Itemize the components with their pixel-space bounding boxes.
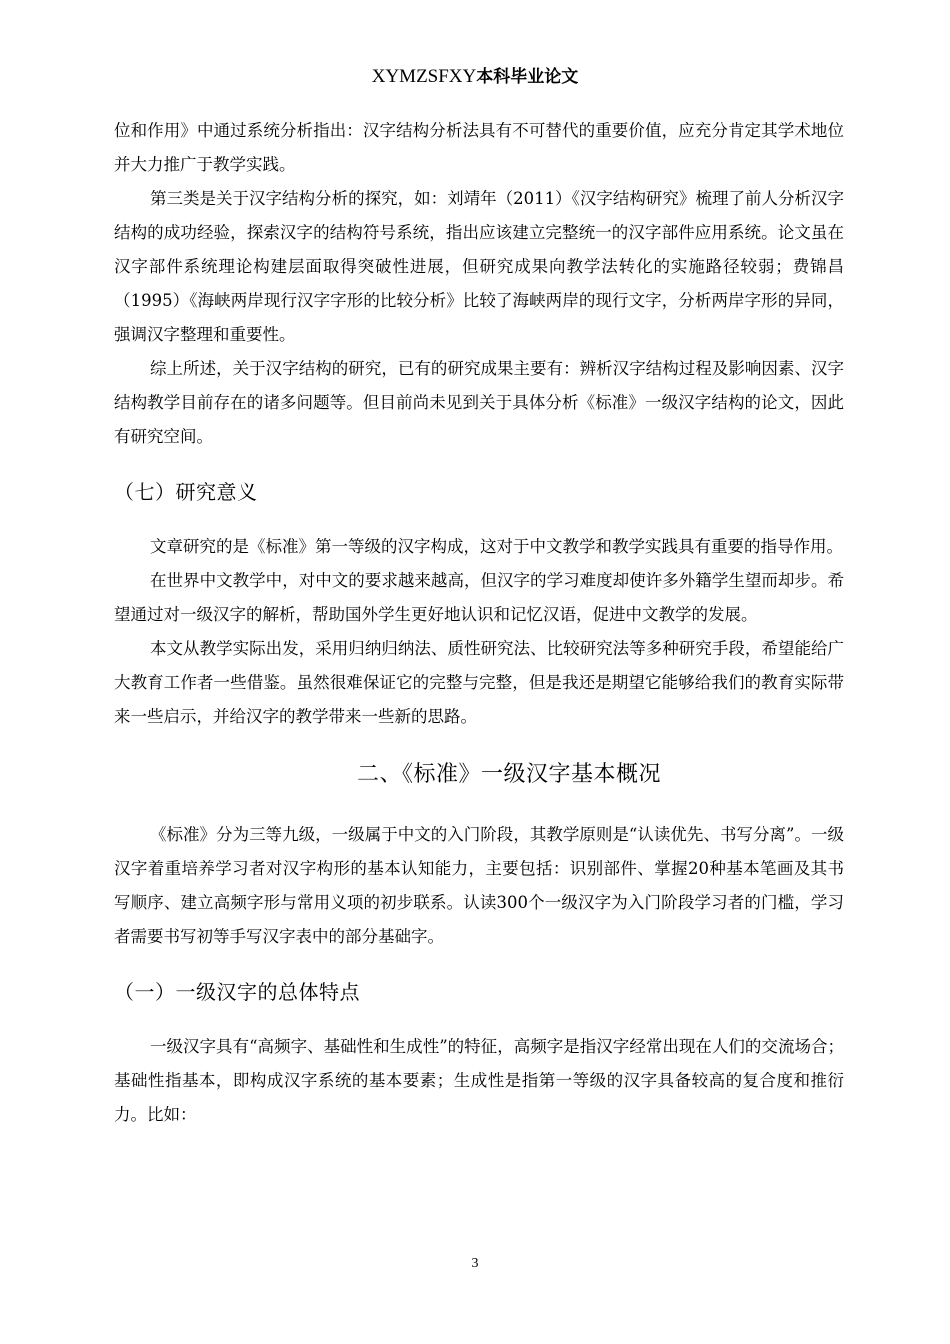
paragraph: 第三类是关于汉字结构分析的探究，如：刘靖年（2011）《汉字结构研究》梳理了前人分析汉字结构的成功经验，探索汉字的结构符号系统，指出应该建立完整统一的汉字部件应用系统。论文虽在汉字部件系统理论构建层面取得突破性进展，但研究成果向教学法转化的实施路径较弱；费锦昌（1995）《海峡两岸现行汉字字形的比较分析》比较了海峡两岸的现行文字，分析两岸字形的异同，强调汉字整理和重要性。 bbox=[114, 189, 844, 344]
section-heading-research-significance: （七）研究意义 bbox=[114, 480, 258, 504]
paragraph: 本文从教学实际出发，采用归纳归纳法、质性研究法、比较研究法等多种研究手段，希望能给广大教育工作者一些借鉴。虽然很难保证它的完整与完整，但是我还是期望它能够给我们的教育实际带来一些启示，并给汉字的教学带来一些新的思路。 bbox=[114, 639, 844, 726]
paragraph: 在世界中文教学中，对中文的要求越来越高，但汉字的学习难度却使许多外籍学生望而却步。希望通过对一级汉字的解析，帮助国外学生更好地认识和记忆汉语，促进中文教学的发展。 bbox=[114, 571, 844, 624]
paragraph: 《标准》分为三等九级，一级属于中文的入门阶段，其教学原则是“认读优先、书写分离”。一级汉字着重培养学习者对汉字构形的基本认知能力，主要包括：识别部件、掌握20种基本笔画及其书写顺序、建立高频字形与常用义项的初步联系。认读300个一级汉字为入门阶段学习者的门槛，学习者需要书写初等手写汉字表中的部分基础字。 bbox=[114, 825, 844, 946]
paragraph: 文章研究的是《标准》第一等级的汉字构成，这对于中文教学和教学实践具有重要的指导作用。 bbox=[150, 537, 843, 556]
paragraph: 综上所述，关于汉字结构的研究，已有的研究成果主要有：辨析汉字结构过程及影响因素、汉字结构教学目前存在的诸多问题等。但目前尚未见到关于具体分析《标准》一级汉字结构的论文，因此有研究空间。 bbox=[114, 359, 844, 446]
body-text bbox=[114, 114, 844, 1132]
page-number: 3 bbox=[471, 1256, 479, 1271]
header-latin: XYMZSFXY bbox=[371, 66, 477, 87]
paragraph: 位和作用》中通过系统分析指出：汉字结构分析法具有不可替代的重要价值，应充分肯定其学术地位并大力推广于教学实践。 bbox=[114, 121, 844, 174]
paragraph: 一级汉字具有“高频字、基础性和生成性”的特征，高频字是指汉字经常出现在人们的交流场合；基础性指基本，即构成汉字系统的基本要素；生成性是指第一等级的汉字具备较高的复合度和推衍力。比如： bbox=[114, 1037, 844, 1124]
header-chinese: 本科毕业论文 bbox=[476, 67, 579, 87]
chapter-heading: 二、《标准》一级汉字基本概况 bbox=[356, 762, 661, 787]
section-heading-overall-features: （一）一级汉字的总体特点 bbox=[114, 980, 360, 1004]
page-header bbox=[0, 62, 950, 88]
